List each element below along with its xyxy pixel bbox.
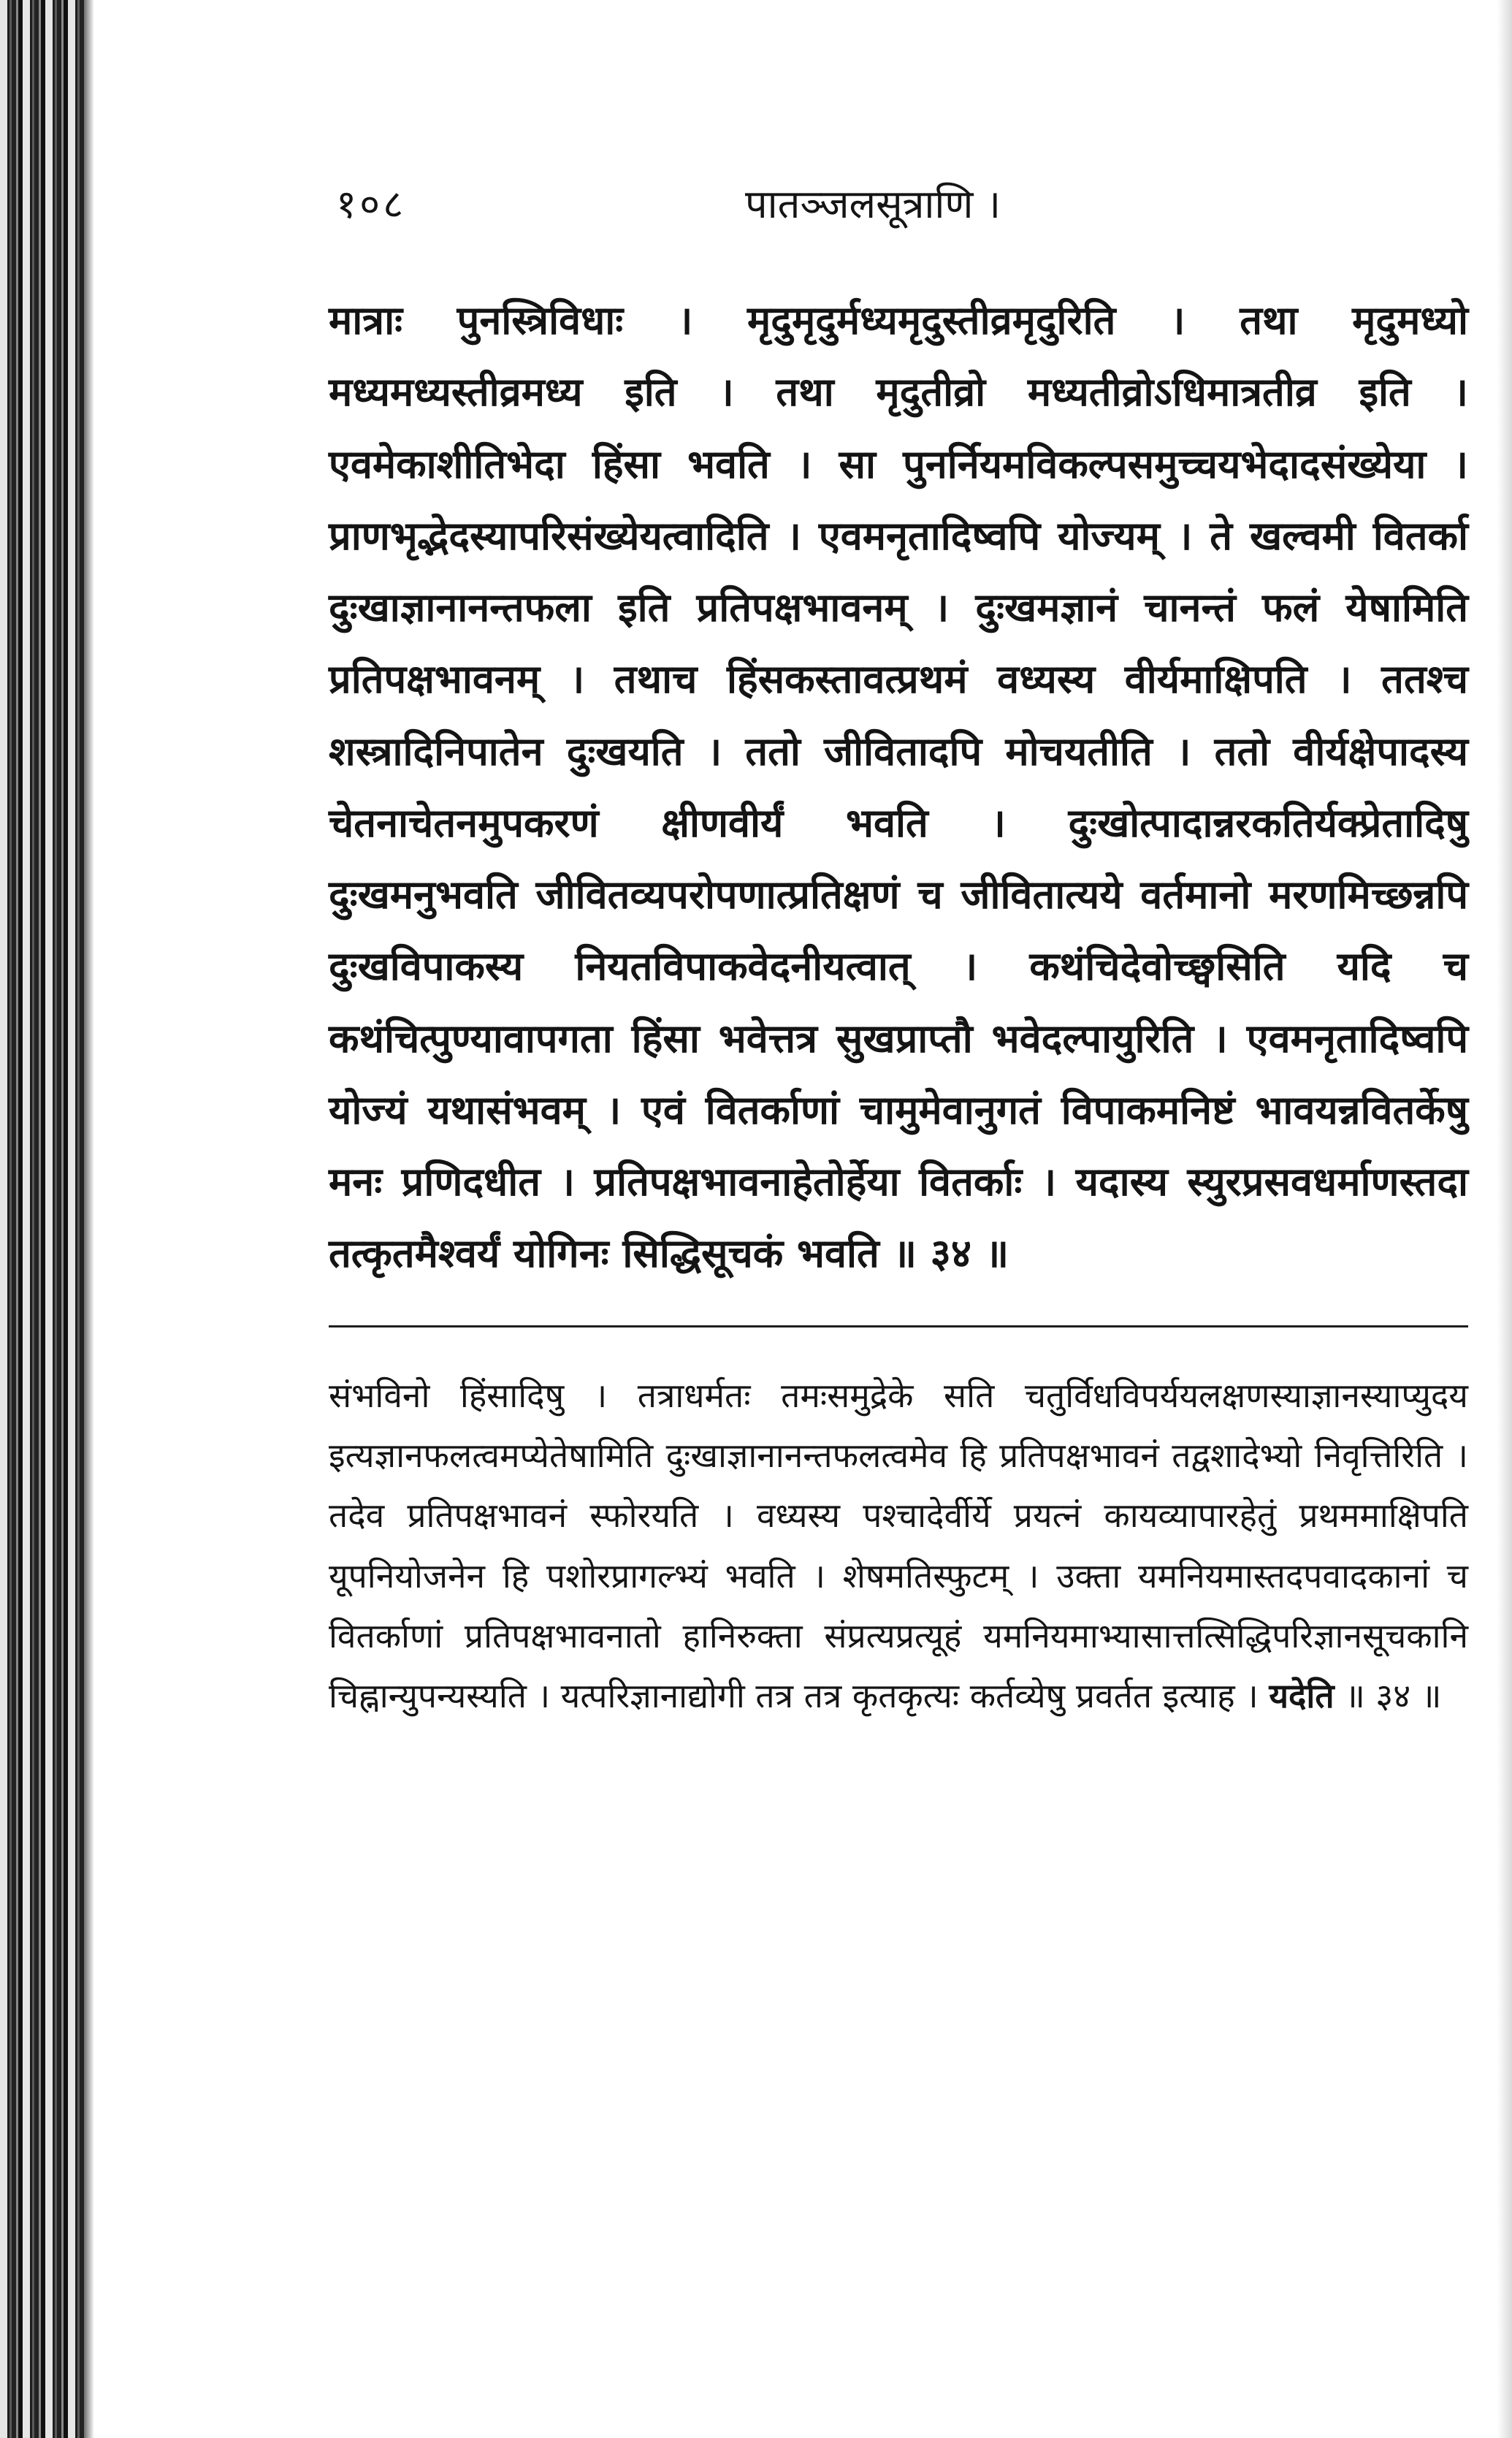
commentary-ending: ॥ ३४ ॥: [1345, 1676, 1442, 1716]
page-right-edge: [1497, 0, 1512, 2438]
commentary-block: [329, 1365, 1468, 1726]
main-paragraph: मात्राः पुनस्त्रिविधाः । मृदुमृदुर्मध्यमृदुस्तीव्रमृदुरिति । तथा मृदुमध्यो मध्यमध्यस्तीव्रमध्य इति । तथा मृदुतीव्रो मध्यतीव्रोऽधिमात्रतीव्र इति । एवमेकाशीतिभेदा हिंसा भवति । सा पुनर्नियमविकल्पसमुच्चयभेदादसंख्येया । प्राणभृद्भेदस्यापरिसंख्येयत्वादिति । एवमनृतादिष्वपि योज्यम् । ते खल्वमी वितर्का दुःखाज्ञानानन्तफला इति प्रतिपक्षभावनम् । दुःखमज्ञानं चानन्तं फलं येषामिति प्रतिपक्षभावनम् । तथाच हिंसकस्तावत्प्रथमं वध्यस्य वीर्यमाक्षिपति । ततश्च शस्त्रादिनिपातेन दुःखयति । ततो जीवितादपि मोचयतीति । ततो वीर्यक्षेपादस्य चेतनाचेतनमुपकरणं क्षीणवीर्यं भवति । दुःखोत्पादान्नरकतिर्यक्प्रेतादिषु दुःखमनुभवति जीवितव्यपरोपणात्प्रतिक्षणं च जीवितात्यये वर्तमानो मरणमिच्छन्नपि दुःखविपाकस्य नियतविपाकवेदनीयत्वात् । कथंचिदेवोच्छ्वसिति यदि च कथंचित्पुण्यावापगता हिंसा भवेत्तत्र सुखप्राप्तौ भवेदल्पायुरिति । एवमनृतादिष्वपि योज्यं यथासंभवम् । एवं वितर्काणां चामुमेवानुगतं विपाकमनिष्टं भावयन्नवितर्केषु मनः प्रणिदधीत । प्रतिपक्षभावनाहेतोर्हेया वितर्काः । यदास्य स्युरप्रसवधर्माणस्तदा तत्कृतमैश्वर्यं योगिनः सिद्धिसूचकं भवति ॥ ३४ ॥: [329, 297, 1468, 1277]
commentary-bold-word: यदेति: [1269, 1676, 1335, 1716]
main-text-block: [329, 285, 1468, 1290]
book-binding-edge: [0, 0, 84, 2438]
commentary-text: संभविनो हिंसादिषु । तत्राधर्मतः तमःसमुद्रेके सति चतुर्विधविपर्ययलक्षणस्याज्ञानस्याप्युदय इत्यज्ञानफलत्वमप्येतेषामिति दुःखाज्ञानानन्तफलत्वमेव हि प्रतिपक्षभावनं तद्वशादेभ्यो निवृत्तिरिति । तदेव प्रतिपक्षभावनं स्फोरयति । वध्यस्य पश्चादेर्वीर्ये प्रयत्नं कायव्यापारहेतुं प्रथममाक्षिपति यूपनियोजनेन हि पशोरप्रागल्भ्यं भवति । शेषमतिस्फुटम् । उक्ता यमनियमास्तदपवादकानां च वितर्काणां प्रतिपक्षभावनातो हानिरुक्ता संप्रत्यप्रत्यूहं यमनियमाभ्यासात्तत्सिद्धिपरिज्ञानसूचकानि चिह्नान्युपन्यस्यति । यत्परिज्ञानाद्योगी तत्र तत्र कृतकृत्यः कर्तव्येषु प्रवर्तत इत्याह ।: [329, 1375, 1468, 1716]
footnote-divider: [329, 1325, 1468, 1327]
book-page: [329, 175, 1468, 1726]
running-title: पातञ्जलसूत्राणि ।: [745, 181, 1001, 227]
page-number: १०८: [336, 181, 407, 227]
commentary-paragraph: [329, 1365, 1468, 1726]
binding-shadow: [84, 0, 94, 2438]
page-header: [329, 175, 1468, 263]
